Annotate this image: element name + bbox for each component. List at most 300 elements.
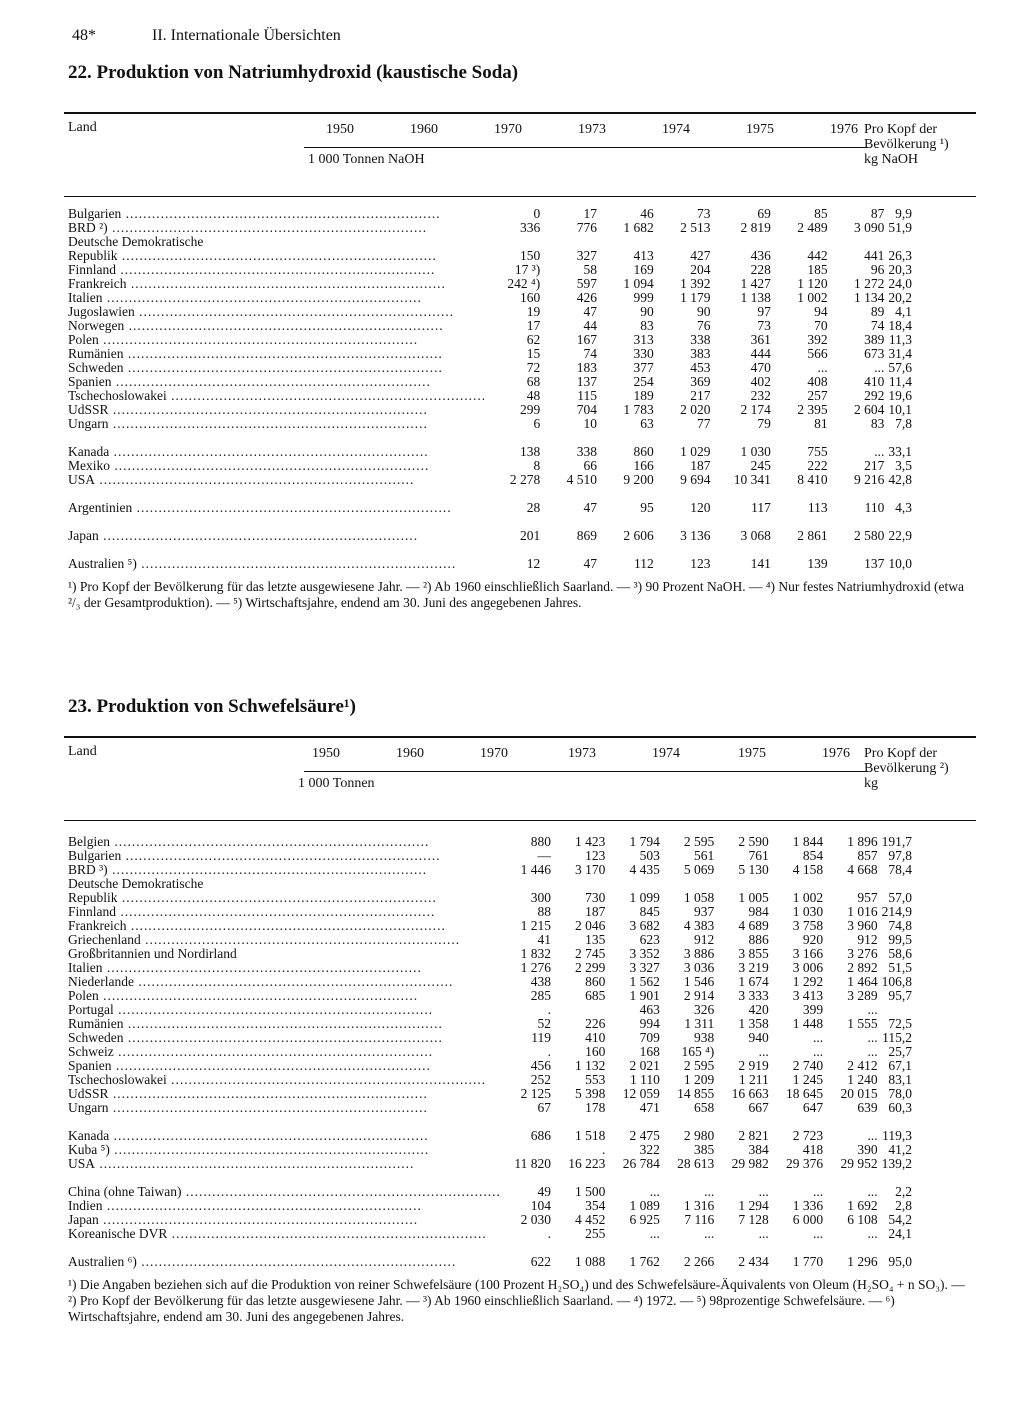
value-cell: 12 059 bbox=[622, 1086, 660, 1101]
country-name bbox=[64, 863, 501, 877]
table-row bbox=[64, 305, 976, 319]
value-cell: 113 bbox=[807, 500, 828, 515]
value-cell: 67 bbox=[537, 1100, 551, 1115]
value-cell: 597 bbox=[576, 276, 597, 291]
value-cell: 185 bbox=[807, 262, 828, 277]
value-cell: 420 bbox=[748, 1002, 769, 1017]
value-cell: 886 bbox=[748, 932, 769, 947]
column-header-year: 1975 bbox=[746, 122, 774, 137]
value-cell: 441 bbox=[864, 248, 885, 263]
value-cell: 377 bbox=[633, 360, 654, 375]
country-name bbox=[64, 445, 486, 459]
value-cell: 418 bbox=[802, 1142, 824, 1157]
value-cell: 402 bbox=[750, 374, 771, 389]
per-capita-cell: 58,6 bbox=[888, 946, 912, 961]
value-cell: 257 bbox=[807, 388, 828, 403]
value-cell: 854 bbox=[802, 848, 824, 863]
value-cell: 2 020 bbox=[680, 402, 711, 417]
country-name bbox=[64, 891, 501, 905]
country-name bbox=[64, 375, 486, 389]
column-header-year: 1975 bbox=[738, 746, 766, 761]
value-cell: 123 bbox=[585, 848, 606, 863]
per-capita-cell: 2,8 bbox=[895, 1198, 912, 1213]
value-cell: 14 855 bbox=[677, 1086, 715, 1101]
value-cell: 1 029 bbox=[680, 444, 711, 459]
value-cell: 1 240 bbox=[847, 1072, 878, 1087]
table-row bbox=[64, 1227, 976, 1241]
value-cell: 94 bbox=[814, 304, 828, 319]
country-name bbox=[64, 905, 501, 919]
value-cell: 2 299 bbox=[575, 960, 606, 975]
per-capita-cell: 78,4 bbox=[888, 862, 912, 877]
country-name bbox=[64, 1227, 501, 1241]
column-header-year: 1976 bbox=[830, 122, 858, 137]
value-cell: ... bbox=[867, 1030, 878, 1045]
table-row bbox=[64, 445, 976, 459]
value-cell: 63 bbox=[640, 416, 654, 431]
value-cell: 90 bbox=[696, 304, 711, 319]
value-cell: 7 128 bbox=[738, 1212, 769, 1227]
row-spacer bbox=[64, 1241, 976, 1255]
country-label: Indien ..... bbox=[68, 1199, 422, 1213]
country-name bbox=[64, 1157, 501, 1171]
value-cell: 285 bbox=[530, 988, 551, 1003]
value-cell: 427 bbox=[690, 248, 711, 263]
column-header-year: 1950 bbox=[312, 746, 340, 761]
value-cell: 2 475 bbox=[629, 1128, 660, 1143]
table-row bbox=[64, 529, 976, 543]
value-cell: ... bbox=[649, 1226, 660, 1241]
table-row bbox=[64, 347, 976, 361]
per-capita-cell: 3,5 bbox=[895, 458, 912, 473]
value-cell: 81 bbox=[814, 416, 828, 431]
country-label: Bulgarien ..... bbox=[68, 849, 441, 863]
value-cell: 463 bbox=[639, 1002, 660, 1017]
per-capita-cell: 18,4 bbox=[888, 318, 912, 333]
country-name bbox=[64, 1017, 501, 1031]
value-cell: 2 723 bbox=[792, 1128, 824, 1143]
table-row bbox=[64, 1129, 976, 1143]
spacer-cell bbox=[64, 1171, 976, 1185]
value-cell: 88 bbox=[537, 904, 551, 919]
value-cell: 1 336 bbox=[792, 1198, 824, 1213]
value-cell: 4 158 bbox=[792, 862, 824, 877]
value-cell: 74 bbox=[870, 318, 885, 333]
value-cell: 383 bbox=[690, 346, 711, 361]
country-name bbox=[64, 1255, 501, 1269]
value-cell: 10 341 bbox=[733, 472, 771, 487]
value-cell: 880 bbox=[530, 834, 551, 849]
value-cell: 2 021 bbox=[629, 1058, 660, 1073]
country-label: Deutsche Demokratische bbox=[68, 235, 204, 249]
value-cell: 1 088 bbox=[575, 1254, 606, 1269]
value-cell: 6 108 bbox=[847, 1212, 878, 1227]
value-cell: 1 002 bbox=[797, 290, 828, 305]
value-cell bbox=[609, 877, 663, 891]
value-cell: . bbox=[547, 1002, 551, 1017]
value-cell: 2 590 bbox=[738, 834, 769, 849]
value-cell: 338 bbox=[690, 332, 711, 347]
value-cell: 299 bbox=[519, 402, 541, 417]
country-label: Griechenland ..... bbox=[68, 933, 460, 947]
country-name bbox=[64, 1059, 501, 1073]
spacer-cell bbox=[64, 1241, 976, 1255]
value-cell: 761 bbox=[748, 848, 769, 863]
per-capita-cell: 9,9 bbox=[895, 206, 912, 221]
table-row bbox=[64, 1059, 976, 1073]
value-cell: 9 694 bbox=[680, 472, 711, 487]
per-capita-cell: 51,9 bbox=[888, 220, 912, 235]
per-capita-cell: 83,1 bbox=[888, 1072, 912, 1087]
value-cell: 6 bbox=[533, 416, 541, 431]
country-name bbox=[64, 849, 501, 863]
value-cell: 2 489 bbox=[797, 220, 828, 235]
value-cell: ... bbox=[758, 1184, 769, 1199]
value-cell: 72 bbox=[526, 360, 541, 375]
per-capita-cell: 42,8 bbox=[888, 472, 912, 487]
country-name bbox=[64, 1045, 501, 1059]
country-label: Italien ..... bbox=[68, 291, 422, 305]
value-cell: 139 bbox=[807, 556, 828, 571]
value-cell: 845 bbox=[639, 904, 660, 919]
country-label: Großbritannien und Nordirland bbox=[68, 947, 237, 961]
value-cell: 1 245 bbox=[792, 1072, 824, 1087]
value-cell: 685 bbox=[585, 988, 606, 1003]
value-cell: 5 069 bbox=[683, 862, 715, 877]
country-name bbox=[64, 529, 486, 543]
country-label: Kanada ..... bbox=[68, 1129, 429, 1143]
country-name bbox=[64, 249, 486, 263]
country-label: UdSSR ..... bbox=[68, 403, 428, 417]
value-cell: 3 855 bbox=[738, 946, 769, 961]
value-cell: 2 174 bbox=[740, 402, 771, 417]
value-cell: 2 892 bbox=[847, 960, 878, 975]
value-cell: 322 bbox=[639, 1142, 660, 1157]
value-cell: 1 546 bbox=[683, 974, 715, 989]
per-capita-cell: 57,6 bbox=[888, 360, 912, 375]
value-cell: 6 925 bbox=[629, 1212, 660, 1227]
value-cell: 47 bbox=[583, 500, 597, 515]
country-label: Republik ..... bbox=[68, 891, 437, 905]
value-cell: ... bbox=[758, 1226, 769, 1241]
value-cell: 957 bbox=[857, 890, 878, 905]
value-cell: 1 896 bbox=[847, 834, 878, 849]
column-header-per-capita: Pro Kopf der Bevölkerung ¹) kg NaOH bbox=[864, 122, 949, 167]
value-cell: 5 398 bbox=[575, 1086, 606, 1101]
value-cell: 4 435 bbox=[629, 862, 660, 877]
value-cell: 2 821 bbox=[738, 1128, 769, 1143]
value-cell: 222 bbox=[807, 458, 828, 473]
value-cell: 48 bbox=[526, 388, 541, 403]
value-cell: 1 120 bbox=[797, 276, 828, 291]
value-cell: 9 216 bbox=[854, 472, 885, 487]
value-cell: 2 412 bbox=[847, 1058, 878, 1073]
header-bottom-rule bbox=[64, 196, 976, 197]
value-cell: 2 914 bbox=[683, 988, 715, 1003]
per-capita-cell: 11,4 bbox=[888, 374, 912, 389]
table-22-section bbox=[64, 62, 976, 611]
value-cell: 2 513 bbox=[680, 220, 711, 235]
value-cell: 776 bbox=[576, 220, 597, 235]
value-cell: 1 500 bbox=[575, 1184, 606, 1199]
page-number: 48* bbox=[72, 27, 96, 44]
value-cell: 860 bbox=[585, 974, 606, 989]
unit-label: 1 000 Tonnen bbox=[298, 776, 375, 791]
value-cell: 160 bbox=[585, 1044, 606, 1059]
value-cell: 984 bbox=[748, 904, 769, 919]
value-cell: 73 bbox=[757, 318, 771, 333]
value-cell: 1 423 bbox=[575, 834, 606, 849]
value-cell: 436 bbox=[750, 248, 771, 263]
column-header-year: 1973 bbox=[578, 122, 606, 137]
country-name bbox=[64, 221, 486, 235]
value-cell: 17 bbox=[583, 206, 597, 221]
value-cell: 1 211 bbox=[738, 1072, 769, 1087]
country-name bbox=[64, 361, 486, 375]
value-cell: 74 bbox=[583, 346, 597, 361]
row-spacer bbox=[64, 487, 976, 501]
value-cell: ... bbox=[813, 1030, 824, 1045]
value-cell: 940 bbox=[748, 1030, 769, 1045]
value-cell: 471 bbox=[639, 1100, 660, 1115]
value-cell: 73 bbox=[696, 206, 711, 221]
value-cell: 1 215 bbox=[520, 918, 551, 933]
value-cell: 115 bbox=[577, 388, 597, 403]
table-row bbox=[64, 221, 976, 235]
value-cell: 1 464 bbox=[847, 974, 878, 989]
value-cell: 1 316 bbox=[683, 1198, 715, 1213]
country-name bbox=[64, 1129, 501, 1143]
table-row bbox=[64, 501, 976, 515]
value-cell bbox=[501, 1143, 555, 1157]
value-cell: 2 604 bbox=[854, 402, 885, 417]
table-row bbox=[64, 1157, 976, 1171]
value-cell: 912 bbox=[857, 932, 878, 947]
value-cell: 426 bbox=[576, 290, 597, 305]
value-cell: 1 448 bbox=[792, 1016, 824, 1031]
value-cell: 117 bbox=[751, 500, 771, 515]
value-cell: 292 bbox=[864, 388, 885, 403]
value-cell: 120 bbox=[690, 500, 711, 515]
value-cell: 68 bbox=[526, 374, 541, 389]
table-row bbox=[64, 361, 976, 375]
value-cell: 169 bbox=[633, 262, 654, 277]
table-row bbox=[64, 263, 976, 277]
value-cell: 392 bbox=[807, 332, 828, 347]
country-label: Japan ..... bbox=[68, 529, 418, 543]
value-cell: ... bbox=[813, 1044, 824, 1059]
country-name bbox=[64, 1073, 501, 1087]
value-cell: 77 bbox=[696, 416, 711, 431]
value-cell: 1 770 bbox=[792, 1254, 824, 1269]
table-22-title: 22. Produktion von Natriumhydroxid (kaustische Soda) bbox=[68, 62, 519, 83]
value-cell: 438 bbox=[530, 974, 551, 989]
value-cell: 1 311 bbox=[684, 1016, 715, 1031]
country-label: Finnland ..... bbox=[68, 263, 435, 277]
value-cell: 228 bbox=[750, 262, 771, 277]
value-cell: 2 278 bbox=[509, 472, 541, 487]
country-name bbox=[64, 557, 486, 571]
value-cell: 336 bbox=[519, 220, 541, 235]
country-label: Polen ..... bbox=[68, 333, 418, 347]
value-cell: 167 bbox=[576, 332, 597, 347]
value-cell: 369 bbox=[690, 374, 711, 389]
value-cell: 15 bbox=[526, 346, 541, 361]
row-spacer bbox=[64, 431, 976, 445]
value-cell: 3 289 bbox=[847, 988, 878, 1003]
per-capita-cell bbox=[882, 1003, 976, 1017]
table-row bbox=[64, 1017, 976, 1031]
table-row bbox=[64, 849, 976, 863]
value-cell: ... bbox=[704, 1184, 715, 1199]
table-row bbox=[64, 1101, 976, 1115]
value-cell: 1 276 bbox=[520, 960, 551, 975]
value-cell: 3 682 bbox=[629, 918, 660, 933]
value-cell: 470 bbox=[750, 360, 771, 375]
table-row bbox=[64, 919, 976, 933]
value-cell bbox=[827, 877, 881, 891]
value-cell: 2 606 bbox=[623, 528, 654, 543]
value-cell: 6 000 bbox=[792, 1212, 824, 1227]
value-cell: 456 bbox=[530, 1058, 551, 1073]
table-row bbox=[64, 1045, 976, 1059]
value-cell: ... bbox=[704, 1226, 715, 1241]
value-cell: 3 352 bbox=[629, 946, 660, 961]
value-cell: 912 bbox=[694, 932, 715, 947]
per-capita-cell: 11,3 bbox=[888, 332, 912, 347]
table-row bbox=[64, 249, 976, 263]
country-name bbox=[64, 263, 486, 277]
country-name bbox=[64, 961, 501, 975]
value-cell: 95 bbox=[640, 500, 654, 515]
country-label: Niederlande ..... bbox=[68, 975, 453, 989]
value-cell: 330 bbox=[633, 346, 654, 361]
country-label: Deutsche Demokratische bbox=[68, 877, 204, 891]
country-label: Australien ⁵) ..... bbox=[68, 557, 456, 571]
value-cell bbox=[486, 235, 544, 249]
value-cell: 232 bbox=[750, 388, 771, 403]
value-cell: 255 bbox=[585, 1226, 606, 1241]
value-cell: 89 bbox=[870, 304, 885, 319]
value-cell: 83 bbox=[640, 318, 654, 333]
value-cell: 1 089 bbox=[629, 1198, 660, 1213]
value-cell: 1 058 bbox=[683, 890, 715, 905]
per-capita-cell: 20,2 bbox=[888, 290, 912, 305]
value-cell: 1 844 bbox=[792, 834, 824, 849]
country-label: Finnland ..... bbox=[68, 905, 435, 919]
country-name bbox=[64, 835, 501, 849]
value-cell: 2 595 bbox=[683, 834, 715, 849]
country-label: Ungarn ..... bbox=[68, 1101, 428, 1115]
value-cell: 26 784 bbox=[622, 1156, 660, 1171]
table-row bbox=[64, 557, 976, 571]
country-label: BRD ²) ..... bbox=[68, 221, 427, 235]
value-cell bbox=[775, 235, 832, 249]
per-capita-cell: 26,3 bbox=[888, 248, 912, 263]
spacer-cell bbox=[64, 431, 976, 445]
column-header-per-capita: Pro Kopf der Bevölkerung ²) kg bbox=[864, 746, 949, 791]
value-cell: 58 bbox=[583, 262, 597, 277]
per-capita-cell: 191,7 bbox=[881, 834, 912, 849]
country-label: Italien ..... bbox=[68, 961, 422, 975]
per-capita-cell bbox=[888, 235, 976, 249]
value-cell: 709 bbox=[639, 1030, 660, 1045]
per-capita-cell: 22,9 bbox=[888, 528, 912, 543]
per-capita-cell: 19,6 bbox=[888, 388, 912, 403]
value-cell: 17 ³) bbox=[514, 262, 541, 277]
value-cell: 399 bbox=[802, 1002, 824, 1017]
value-cell: 453 bbox=[690, 360, 711, 375]
value-cell: ... bbox=[874, 444, 885, 459]
country-label: Schweden ..... bbox=[68, 361, 443, 375]
value-cell: 639 bbox=[857, 1100, 878, 1115]
per-capita-cell: 31,4 bbox=[888, 346, 912, 361]
value-cell: 3 327 bbox=[629, 960, 660, 975]
country-name bbox=[64, 403, 486, 417]
header-mid-rule bbox=[304, 147, 868, 148]
value-cell: ... bbox=[867, 1002, 878, 1017]
value-cell: 1 005 bbox=[738, 890, 769, 905]
country-name bbox=[64, 291, 486, 305]
table-22-body bbox=[64, 207, 976, 571]
value-cell: 2 434 bbox=[738, 1254, 769, 1269]
value-cell bbox=[718, 877, 772, 891]
table-row bbox=[64, 473, 976, 487]
value-cell bbox=[544, 235, 601, 249]
value-cell: 1 682 bbox=[623, 220, 654, 235]
country-label: Spanien ..... bbox=[68, 375, 431, 389]
value-cell: 62 bbox=[526, 332, 541, 347]
country-name bbox=[64, 319, 486, 333]
value-cell: 3 413 bbox=[792, 988, 824, 1003]
per-capita-cell: 72,5 bbox=[888, 1016, 912, 1031]
value-cell: 2 395 bbox=[797, 402, 828, 417]
value-cell: 0 bbox=[533, 206, 541, 221]
value-cell: 869 bbox=[576, 528, 597, 543]
value-cell: 160 bbox=[519, 290, 541, 305]
value-cell: 1 794 bbox=[629, 834, 660, 849]
country-label: Tschechoslowakei ..... bbox=[68, 389, 486, 403]
column-header-year: 1973 bbox=[568, 746, 596, 761]
unit-label: 1 000 Tonnen NaOH bbox=[308, 152, 425, 167]
table-row bbox=[64, 1143, 976, 1157]
value-cell bbox=[555, 877, 609, 891]
table-22-footnotes: ¹) Pro Kopf der Bevölkerung für das letzte ausgewiesene Jahr. — ²) Ab 1960 einschließlich Saarland. — ³) 90 Prozent NaOH. — ⁴) Nur festes Natriumhydroxid (etwa ²/₃ der Gesamtproduktion). — ⁵) Wirtschaftsjahre, endend am 30. Juni des angegebenen Jahres. bbox=[68, 579, 964, 610]
value-cell: 4 689 bbox=[738, 918, 769, 933]
value-cell: 361 bbox=[750, 332, 771, 347]
value-cell: 444 bbox=[750, 346, 771, 361]
table-row bbox=[64, 1213, 976, 1227]
value-cell: 999 bbox=[633, 290, 654, 305]
value-cell: 385 bbox=[694, 1142, 715, 1157]
column-header-land: Land bbox=[68, 120, 97, 135]
value-cell: 28 bbox=[526, 500, 541, 515]
page-header-title: II. Internationale Übersichten bbox=[152, 27, 341, 44]
value-cell: 553 bbox=[585, 1072, 606, 1087]
value-cell: 410 bbox=[585, 1030, 606, 1045]
per-capita-cell: 25,7 bbox=[888, 1044, 912, 1059]
value-cell: . bbox=[547, 1044, 551, 1059]
value-cell: 4 383 bbox=[683, 918, 715, 933]
value-cell: 183 bbox=[576, 360, 597, 375]
value-cell: 4 668 bbox=[847, 862, 878, 877]
value-cell: 18 645 bbox=[786, 1086, 824, 1101]
country-name bbox=[64, 235, 486, 249]
value-cell: 1 674 bbox=[738, 974, 769, 989]
value-cell: 3 036 bbox=[683, 960, 715, 975]
per-capita-cell: 60,3 bbox=[888, 1100, 912, 1115]
country-name bbox=[64, 473, 486, 487]
